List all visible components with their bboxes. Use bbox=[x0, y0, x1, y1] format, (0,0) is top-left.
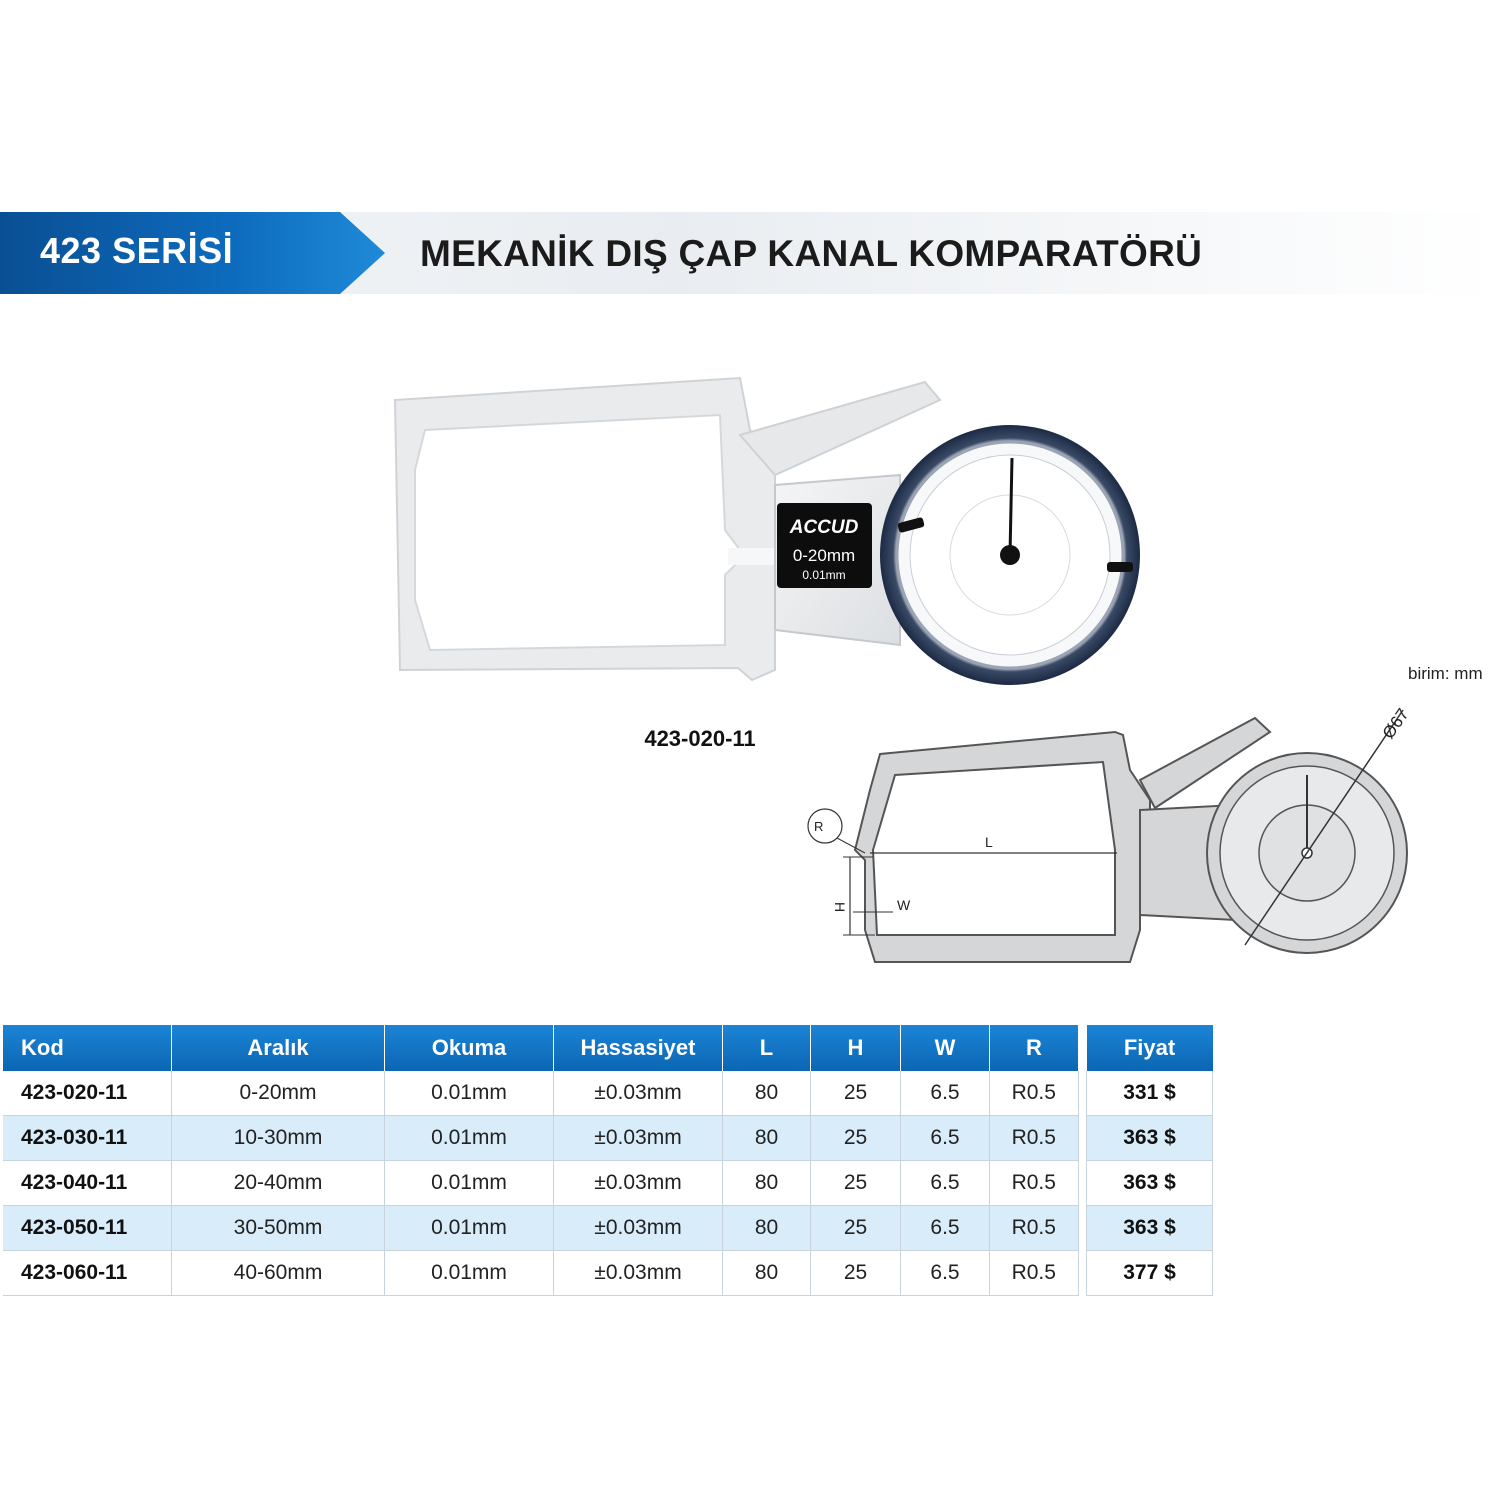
cell-reading: 0.01mm bbox=[385, 1116, 554, 1161]
cell-accuracy: ±0.03mm bbox=[554, 1116, 723, 1161]
photo-caption: 423-020-11 bbox=[644, 726, 756, 751]
cell-l: 80 bbox=[723, 1251, 811, 1296]
dim-r: R bbox=[814, 819, 824, 834]
cell-range: 0-20mm bbox=[172, 1071, 385, 1116]
resolution-label: 0.01mm bbox=[802, 568, 846, 582]
spec-table bbox=[3, 1025, 1079, 1296]
cell-reading: 0.01mm bbox=[385, 1206, 554, 1251]
table-row bbox=[3, 1116, 1078, 1161]
col-header-h: H bbox=[811, 1025, 901, 1071]
cell-accuracy: ±0.03mm bbox=[554, 1161, 723, 1206]
cell-accuracy: ±0.03mm bbox=[554, 1251, 723, 1296]
cell-reading: 0.01mm bbox=[385, 1251, 554, 1296]
cell-w: 6.5 bbox=[901, 1071, 990, 1116]
col-header-l: L bbox=[723, 1025, 811, 1071]
cell-accuracy: ±0.03mm bbox=[554, 1071, 723, 1116]
dim-w: W bbox=[897, 897, 911, 913]
cell-code: 423-040-11 bbox=[3, 1161, 172, 1206]
cell-reading: 0.01mm bbox=[385, 1161, 554, 1206]
price-row bbox=[1087, 1161, 1213, 1206]
cell-l: 80 bbox=[723, 1161, 811, 1206]
header-banner bbox=[0, 212, 1500, 294]
cell-price: 363 $ bbox=[1087, 1161, 1213, 1206]
price-row bbox=[1087, 1116, 1213, 1161]
product-photo bbox=[380, 370, 1150, 720]
cell-price: 331 $ bbox=[1087, 1071, 1213, 1116]
cell-code: 423-020-11 bbox=[3, 1071, 172, 1116]
col-header-okuma: Okuma bbox=[385, 1025, 554, 1071]
col-header-w: W bbox=[901, 1025, 990, 1071]
price-row bbox=[1087, 1206, 1213, 1251]
col-header-hassasiyet: Hassasiyet bbox=[554, 1025, 723, 1071]
cell-code: 423-030-11 bbox=[3, 1116, 172, 1161]
cell-r: R0.5 bbox=[990, 1116, 1079, 1161]
cell-l: 80 bbox=[723, 1206, 811, 1251]
price-row bbox=[1087, 1071, 1213, 1116]
cell-range: 20-40mm bbox=[172, 1161, 385, 1206]
cell-h: 25 bbox=[811, 1161, 901, 1206]
col-header-fiyat: Fiyat bbox=[1087, 1025, 1213, 1071]
range-label: 0-20mm bbox=[792, 546, 856, 565]
cell-w: 6.5 bbox=[901, 1251, 990, 1296]
cell-range: 10-30mm bbox=[172, 1116, 385, 1161]
dim-h: H bbox=[832, 902, 848, 913]
cell-r: R0.5 bbox=[990, 1206, 1079, 1251]
cell-range: 30-50mm bbox=[172, 1206, 385, 1251]
dial-gauge bbox=[880, 425, 1140, 685]
price-row bbox=[1087, 1251, 1213, 1296]
cell-price: 363 $ bbox=[1087, 1206, 1213, 1251]
unit-label: birim: mm bbox=[1408, 664, 1483, 683]
col-header-r: R bbox=[990, 1025, 1079, 1071]
cell-r: R0.5 bbox=[990, 1071, 1079, 1116]
table-row bbox=[3, 1206, 1078, 1251]
cell-h: 25 bbox=[811, 1071, 901, 1116]
cell-reading: 0.01mm bbox=[385, 1071, 554, 1116]
brand-logo: ACCUD bbox=[789, 517, 859, 538]
price-table bbox=[1086, 1025, 1213, 1296]
cell-w: 6.5 bbox=[901, 1116, 990, 1161]
cell-w: 6.5 bbox=[901, 1161, 990, 1206]
dim-l: L bbox=[985, 834, 993, 850]
cell-price: 363 $ bbox=[1087, 1116, 1213, 1161]
cell-h: 25 bbox=[811, 1116, 901, 1161]
cell-w: 6.5 bbox=[901, 1206, 990, 1251]
cell-r: R0.5 bbox=[990, 1251, 1079, 1296]
cell-h: 25 bbox=[811, 1206, 901, 1251]
cell-l: 80 bbox=[723, 1071, 811, 1116]
page-title: MEKANİK DIŞ ÇAP KANAL KOMPARATÖRÜ bbox=[420, 233, 1203, 274]
cell-accuracy: ±0.03mm bbox=[554, 1206, 723, 1251]
col-header-aralik: Aralık bbox=[172, 1025, 385, 1071]
price-header-row bbox=[1087, 1025, 1213, 1071]
table-row bbox=[3, 1161, 1078, 1206]
table-row bbox=[3, 1251, 1078, 1296]
cell-r: R0.5 bbox=[990, 1161, 1079, 1206]
col-header-kod: Kod bbox=[3, 1025, 172, 1071]
cell-h: 25 bbox=[811, 1251, 901, 1296]
cell-l: 80 bbox=[723, 1116, 811, 1161]
cell-price: 377 $ bbox=[1087, 1251, 1213, 1296]
cell-range: 40-60mm bbox=[172, 1251, 385, 1296]
series-title: 423 SERİSİ bbox=[40, 230, 234, 271]
technical-drawing bbox=[795, 690, 1435, 970]
dim-diameter: Ø67 bbox=[1378, 705, 1413, 743]
table-header-row bbox=[3, 1025, 1078, 1071]
table-row bbox=[3, 1071, 1078, 1116]
cell-code: 423-050-11 bbox=[3, 1206, 172, 1251]
cell-code: 423-060-11 bbox=[3, 1251, 172, 1296]
